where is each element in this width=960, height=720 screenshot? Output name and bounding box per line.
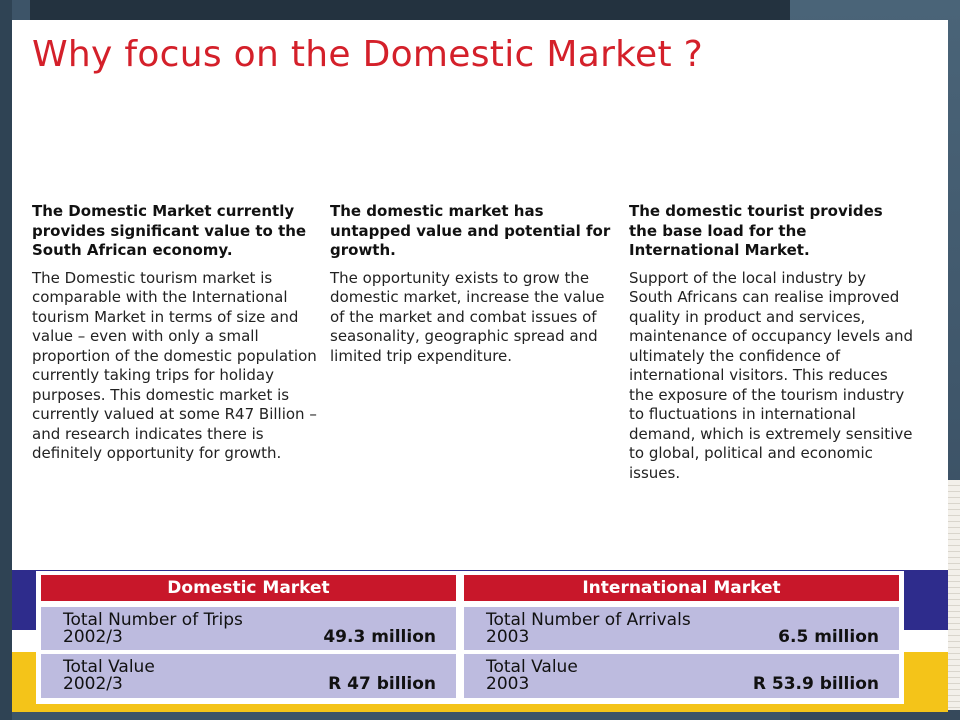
column-growth-potential [330, 202, 615, 366]
cell-year: 2002/3 [63, 627, 123, 647]
table-header-domestic: Domestic Market [41, 575, 456, 601]
background-left-edge [0, 0, 12, 720]
cell-label: Total Value [486, 657, 578, 677]
cell-value: R 53.9 billion [752, 674, 879, 694]
table-cell [464, 607, 899, 650]
slide-title: Why focus on the Domestic Market ? [32, 34, 704, 75]
cell-year: 2003 [486, 674, 530, 694]
column-economic-value [32, 202, 317, 464]
column-body: The Domestic tourism market is comparable with the International tourism Market in terms of size and value – even with only a small proportion of the domestic population currently taking trips for holiday purposes. This domestic market is currently valued at some R47 Billion – and research indicates there is definitely opportunity for growth. [32, 268, 317, 462]
cell-year: 2003 [486, 627, 530, 647]
column-heading: The domestic market has untapped value and potential for growth. [330, 202, 611, 259]
cell-value: R 47 billion [328, 674, 436, 694]
column-body: Support of the local industry by South Africans can realise improved quality in product and services, maintenance of occupancy levels and ultimately the confidence of international visitors. This reduces the exposure of the tourism industry to fluctuations in international demand, which is extremely sensitive to global, political and economic issues. [629, 268, 914, 482]
table-cell [41, 607, 456, 650]
market-comparison-table [36, 571, 904, 704]
book-pages-decoration [946, 480, 960, 710]
cell-label: Total Number of Arrivals [486, 610, 691, 630]
cell-value: 6.5 million [778, 627, 879, 647]
cell-year: 2002/3 [63, 674, 123, 694]
cell-label: Total Number of Trips [63, 610, 243, 630]
table-cell [464, 654, 899, 698]
column-body: The opportunity exists to grow the domestic market, increase the value of the market and combat issues of seasonality, geographic spread and limited trip expenditure. [330, 268, 605, 365]
cell-label: Total Value [63, 657, 155, 677]
column-base-load [629, 202, 914, 483]
table-header-international: International Market [464, 575, 899, 601]
table-cell [41, 654, 456, 698]
background-top-strip [30, 0, 800, 20]
column-heading: The Domestic Market currently provides significant value to the South African economy. [32, 202, 307, 259]
cell-value: 49.3 million [323, 627, 436, 647]
column-heading: The domestic tourist provides the base load for the International Market. [629, 202, 883, 259]
slide [12, 20, 948, 712]
